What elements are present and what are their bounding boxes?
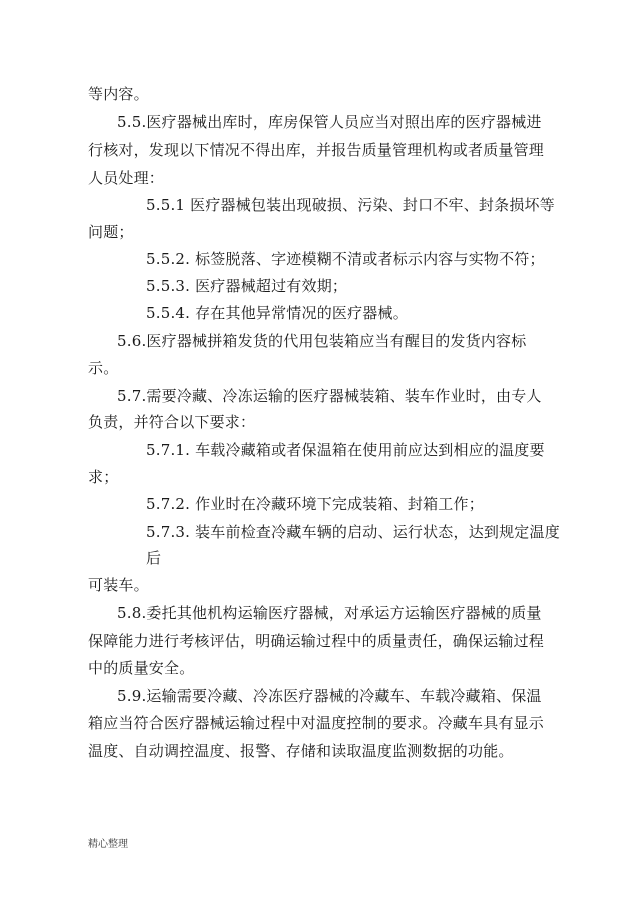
text-line: 人员处理： — [88, 169, 165, 187]
section-heading-5-5: 5.5.医疗器械出库时，库房保管人员应当对照出库的医疗器械进 — [117, 113, 542, 131]
text-line: 箱应当符合医疗器械运输过程中对温度控制的要求。冷藏车具有显示 — [88, 714, 545, 732]
text-line: 求； — [88, 468, 119, 486]
section-heading-5-6: 5.6.医疗器械拼箱发货的代用包装箱应当有醒目的发货内容标 — [117, 332, 527, 350]
section-heading-5-8: 5.8.委托其他机构运输医疗器械，对承运方运输医疗器械的质量 — [117, 604, 542, 622]
section-heading-5-9: 5.9.运输需要冷藏、冷冻医疗器械的冷藏车、车载冷藏箱、保温 — [117, 687, 542, 705]
subitem-5-5-3: 5.5.3. 医疗器械超过有效期； — [146, 277, 348, 295]
subitem-5-5-2: 5.5.2. 标签脱落、字迹模糊不清或者标示内容与实物不符； — [146, 250, 545, 268]
subitem-5-7-2: 5.7.2. 作业时在冷藏环境下完成装箱、封箱工作； — [146, 495, 484, 513]
text-line: 示。 — [88, 359, 119, 377]
text-line: 等内容。 — [88, 85, 149, 103]
text-line: 中的质量安全。 — [88, 659, 195, 677]
text-line: 问题； — [88, 223, 134, 241]
text-line: 可装车。 — [88, 576, 149, 594]
subitem-5-5-4: 5.5.4. 存在其他异常情况的医疗器械。 — [146, 304, 408, 322]
subitem-5-7-3: 5.7.3. 装车前检查冷藏车辆的启动、运行状态，达到规定温度 — [146, 523, 560, 541]
text-line: 保障能力进行考核评估，明确运输过程中的质量责任，确保运输过程 — [88, 632, 545, 650]
subitem-5-5-1: 5.5.1 医疗器械包装出现破损、污染、封口不牢、封条损坏等 — [146, 196, 555, 214]
text-line: 负责，并符合以下要求： — [88, 413, 256, 431]
subitem-5-7-1: 5.7.1. 车载冷藏箱或者保温箱在使用前应达到相应的温度要 — [146, 441, 545, 459]
text-line: 行核对，发现以下情况不得出库，并报告质量管理机构或者质量管理 — [88, 141, 545, 159]
text-line: 温度、自动调控温度、报警、存储和读取温度监测数据的功能。 — [88, 742, 514, 760]
page-footer: 精心整理 — [88, 839, 128, 850]
text-line: 后 — [146, 549, 162, 567]
section-heading-5-7: 5.7.需要冷藏、冷冻运输的医疗器械装箱、装车作业时，由专人 — [117, 387, 542, 405]
